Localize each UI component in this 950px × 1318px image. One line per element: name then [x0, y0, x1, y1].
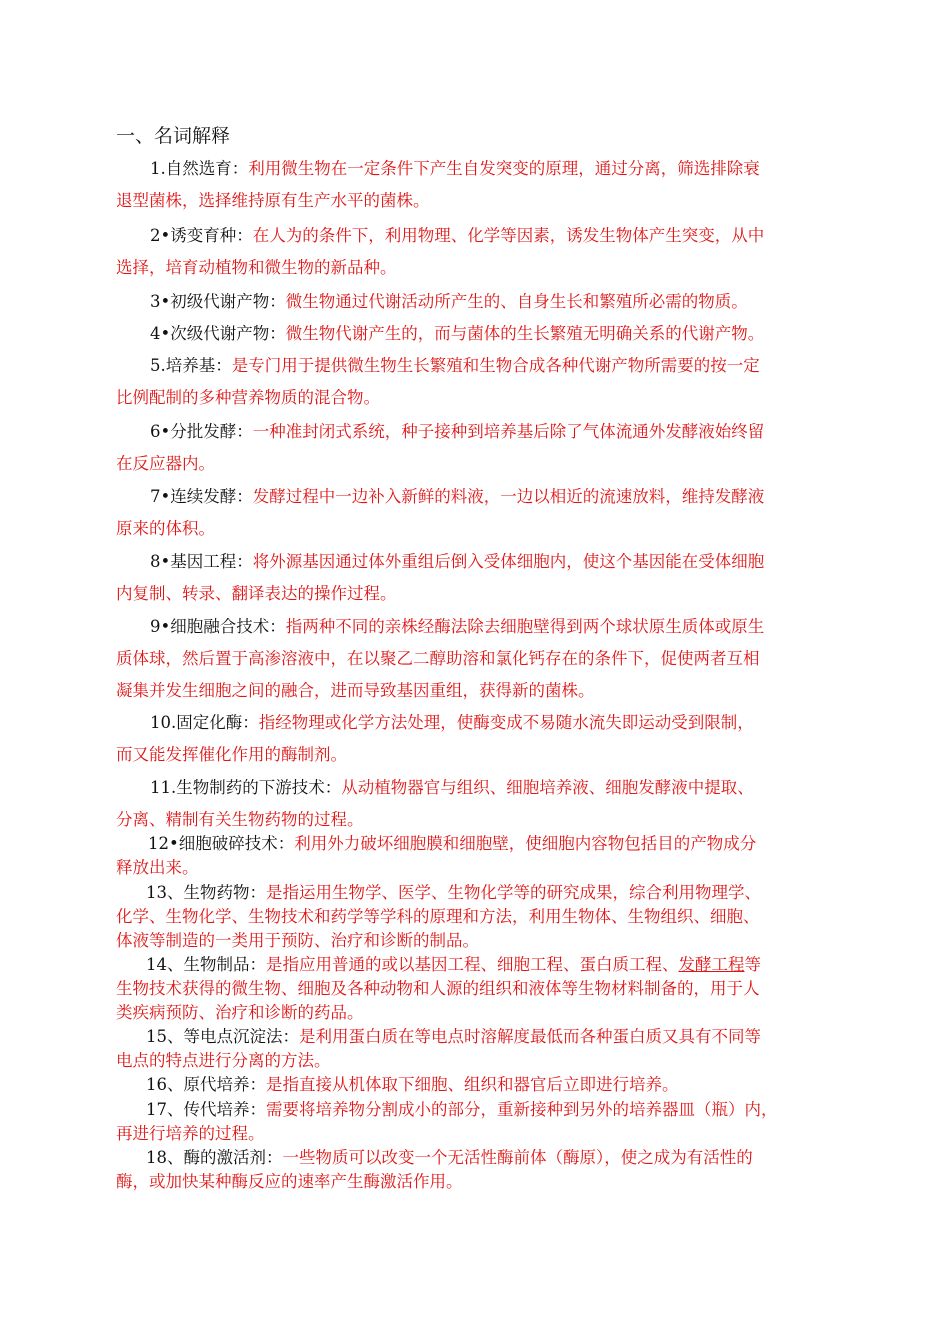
entry-6: [116, 416, 838, 480]
entry-4: [116, 318, 838, 350]
entry-definition: 质体球，然后置于高渗溶液中，在以聚乙二醇助溶和氯化钙存在的条件下，促使两者互相: [116, 649, 760, 668]
entry-definition: 选择，培育动植物和微生物的新品种。: [116, 258, 397, 277]
entry-definition: 分离、精制有关生物药物的过程。: [116, 810, 364, 829]
entry-11: [116, 772, 838, 836]
entry-number: 15、: [146, 1027, 184, 1046]
entry-term: 细胞融合技术：: [170, 617, 286, 636]
entry-15: [116, 1025, 838, 1073]
entry-definition: 在反应器内。: [116, 454, 215, 473]
entry-definition: 凝集并发生细胞之间的融合，进而导致基因重组，获得新的菌株。: [116, 681, 595, 700]
entry-definition: 释放出来。: [116, 858, 199, 877]
entry-definition: 指经物理或化学方法处理，使酶变成不易随水流失即运动受到限制，: [258, 713, 754, 732]
entry-definition: 从动植物器官与组织、细胞培养液、细胞发酵液中提取、: [341, 778, 754, 797]
entry-term: 生物制药的下游技术：: [176, 778, 342, 797]
entry-line: [116, 481, 838, 513]
entry-definition: 而又能发挥催化作用的酶制剂。: [116, 745, 347, 764]
entry-line: [116, 881, 838, 905]
entry-line: [116, 832, 838, 856]
entry-number: 10.: [150, 713, 177, 732]
entry-line: [116, 953, 838, 977]
entry-term: 诱变育种：: [170, 226, 253, 245]
entry-1: [116, 153, 838, 217]
entry-9: [116, 611, 838, 707]
entry-definition: 电点的特点进行分离的方法。: [116, 1051, 331, 1070]
entry-term: 基因工程：: [170, 552, 253, 571]
entry-definition: 比例配制的多种营养物质的混合物。: [116, 388, 380, 407]
entry-number: 9•: [150, 617, 171, 636]
entry-17: [116, 1098, 838, 1146]
entry-definition: 是指直接从机体取下细胞、组织和器官后立即进行培养。: [266, 1075, 679, 1094]
entry-term: 培养基：: [165, 356, 232, 375]
fermentation-engineering-link[interactable]: 发酵工程: [678, 955, 745, 974]
entry-definition: 退型菌株，选择维持原有生产水平的菌株。: [116, 191, 430, 210]
entry-definition: 是指应用普通的或以基因工程、细胞工程、蛋白质工程、: [266, 955, 679, 974]
entry-number: 4•: [150, 324, 171, 343]
entry-number: 11.: [150, 778, 177, 797]
entry-8: [116, 546, 838, 610]
entry-term: 自然选育：: [165, 159, 249, 178]
entry-definition: 酶，或加快某种酶反应的速率产生酶激活作用。: [116, 1172, 463, 1191]
entry-term: 连续发酵：: [170, 487, 253, 506]
entry-number: 8•: [150, 552, 171, 571]
entry-13: [116, 881, 838, 953]
entry-line: [116, 1146, 838, 1170]
entry-number: 5.: [150, 356, 166, 375]
entry-2: [116, 220, 838, 284]
entry-line: [116, 1073, 838, 1097]
entry-definition: 原来的体积。: [116, 519, 215, 538]
entry-number: 18、: [146, 1148, 184, 1167]
entry-number: 1.: [150, 159, 166, 178]
entry-number: 6•: [150, 422, 171, 441]
entry-7: [116, 481, 838, 545]
entry-definition: 微生物通过代谢活动所产生的、自身生长和繁殖所必需的物质。: [285, 292, 748, 311]
entry-12: [116, 832, 838, 880]
entry-line: [116, 318, 838, 350]
entry-term: 次级代谢产物：: [170, 324, 286, 343]
entry-term: 原代培养：: [183, 1075, 266, 1094]
entry-line: [116, 772, 838, 804]
entry-5: [116, 350, 838, 414]
entry-definition: 微生物代谢产生的，而与菌体的生长繁殖无明确关系的代谢产物。: [285, 324, 765, 343]
entry-14: [116, 953, 838, 1025]
entry-line: [116, 1098, 838, 1122]
entry-line: [116, 416, 838, 448]
entry-definition: 类疾病预防、治疗和诊断的药品。: [116, 1003, 364, 1022]
entry-definition: 是利用蛋白质在等电点时溶解度最低而各种蛋白质又具有不同等: [299, 1027, 761, 1046]
entry-line: [116, 286, 838, 318]
entry-number: 13、: [146, 883, 184, 902]
entry-number: 16、: [146, 1075, 184, 1094]
entry-definition: 化学、生物化学、生物技术和药学等学科的原理和方法，利用生物体、生物组织、细胞、: [116, 907, 760, 926]
entry-definition: 在人为的条件下，利用物理、化学等因素，诱发生物体产生突变，从中: [252, 226, 765, 245]
entry-3: [116, 286, 838, 318]
entry-term: 酶的激活剂：: [183, 1148, 283, 1167]
entry-16: [116, 1073, 838, 1097]
entry-definition: 体液等制造的一类用于预防、治疗和诊断的制品。: [116, 931, 479, 950]
entry-number: 14、: [146, 955, 184, 974]
entry-definition: 将外源基因通过体外重组后倒入受体细胞内，使这个基因能在受体细胞: [252, 552, 765, 571]
entry-definition: 再进行培养的过程。: [116, 1124, 265, 1143]
entry-line: [116, 220, 838, 252]
entry-term: 初级代谢产物：: [170, 292, 286, 311]
entry-line: [116, 153, 838, 185]
entry-number: 17、: [146, 1100, 184, 1119]
entry-definition: 是指运用生物学、医学、生物化学等的研究成果，综合利用物理学、: [266, 883, 761, 902]
entry-term: 等电点沉淀法：: [183, 1027, 299, 1046]
entry-definition: 一种准封闭式系统，种子接种到培养基后除了气体流通外发酵液始终留: [252, 422, 765, 441]
entry-line: [116, 350, 838, 382]
entry-line: [116, 611, 838, 643]
entry-line: [116, 546, 838, 578]
entry-definition: 利用微生物在一定条件下产生自发突变的原理，通过分离，筛选排除衰: [248, 159, 760, 178]
entry-number: 3•: [150, 292, 171, 311]
entry-definition: 一些物质可以改变一个无活性酶前体（酶原），使之成为有活性的: [282, 1148, 753, 1167]
section-heading: 一、名词解释: [116, 125, 231, 147]
entry-definition: 指两种不同的亲株经酶法除去细胞壁得到两个球状原生质体或原生: [285, 617, 765, 636]
entry-term: 传代培养：: [183, 1100, 266, 1119]
entry-definition: 需要将培养物分割成小的部分，重新接种到另外的培养器皿（瓶）内，: [266, 1100, 778, 1119]
entry-number: 12•: [148, 834, 179, 853]
entry-definition: 生物技术获得的微生物、细胞及各种动物和人源的组织和液体等生物材料制备的，用于人: [116, 979, 760, 998]
entry-term: 细胞破碎技术：: [178, 834, 295, 853]
entry-line: [116, 1025, 838, 1049]
entry-term: 生物制品：: [183, 955, 266, 974]
entry-18: [116, 1146, 838, 1194]
entry-10: [116, 707, 838, 771]
entry-line: [116, 707, 838, 739]
entry-definition: 是专门用于提供微生物生长繁殖和生物合成各种代谢产物所需要的按一定: [231, 356, 760, 375]
entry-definition: 内复制、转录、翻译表达的操作过程。: [116, 584, 397, 603]
entry-definition: 发酵过程中一边补入新鲜的料液，一边以相近的流速放料，维持发酵液: [252, 487, 765, 506]
entry-term: 生物药物：: [183, 883, 266, 902]
entry-number: 7•: [150, 487, 171, 506]
entry-definition: 利用外力破坏细胞膜和细胞壁，使细胞内容物包括目的产物成分: [294, 834, 757, 853]
entry-term: 固定化酶：: [176, 713, 259, 732]
entry-definition: 等: [744, 955, 761, 974]
entry-term: 分批发酵：: [170, 422, 253, 441]
entry-number: 2•: [150, 226, 171, 245]
